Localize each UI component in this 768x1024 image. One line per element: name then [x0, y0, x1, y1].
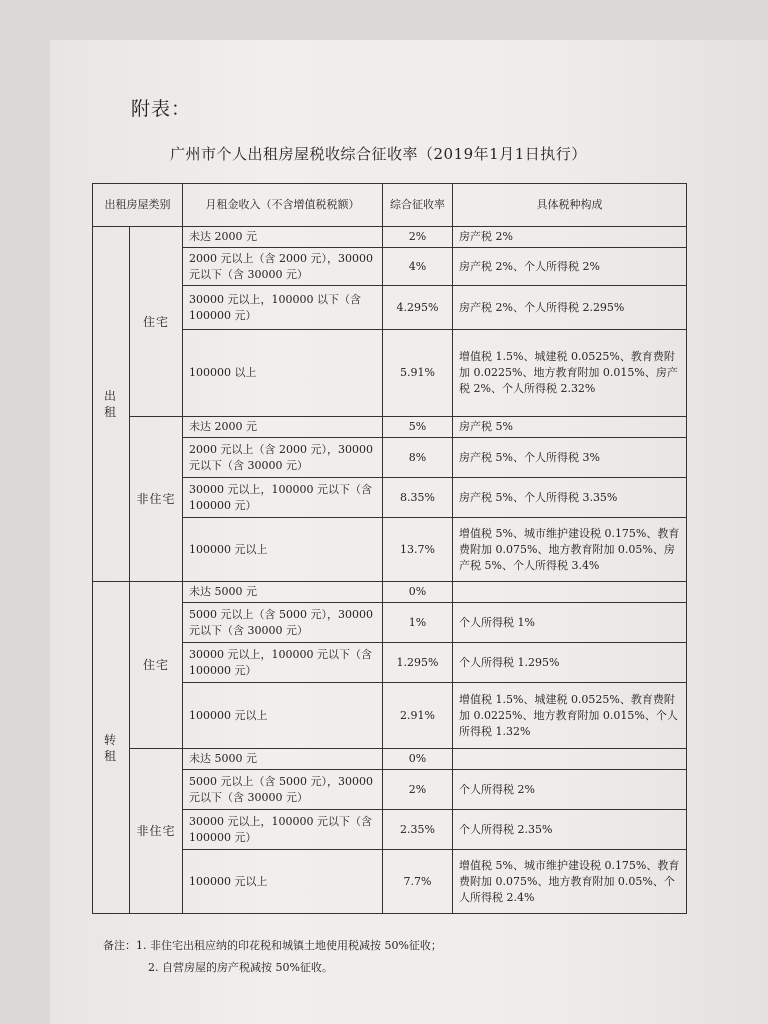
table-row [93, 286, 687, 330]
table-row [93, 603, 687, 643]
composition-cell: 个人所得税 2% [453, 770, 687, 810]
table-row [93, 749, 687, 770]
table-row [93, 850, 687, 914]
composition-cell: 房产税 2%、个人所得税 2% [453, 248, 687, 286]
header-composition: 具体税种构成 [453, 184, 687, 227]
subcategory-rent-residential: 住宅 [130, 227, 183, 417]
composition-cell: 房产税 5%、个人所得税 3% [453, 438, 687, 478]
rate-cell: 8% [383, 438, 453, 478]
table-row [93, 770, 687, 810]
composition-cell: 房产税 5% [453, 417, 687, 438]
income-cell: 100000 元以上 [183, 683, 383, 749]
income-cell: 未达 5000 元 [183, 749, 383, 770]
document-title: 广州市个人出租房屋税收综合征收率（2019年1月1日执行） [170, 145, 587, 163]
income-cell: 30000 元以上，100000 元以下（含 100000 元） [183, 643, 383, 683]
rate-cell: 13.7% [383, 518, 453, 582]
table-row [93, 810, 687, 850]
subcategory-sublet-nonresidential: 非住宅 [130, 749, 183, 914]
table-header-row [93, 184, 687, 227]
income-cell: 30000 元以上，100000 元以下（含 100000 元） [183, 478, 383, 518]
rate-cell: 1.295% [383, 643, 453, 683]
income-cell: 100000 元以上 [183, 518, 383, 582]
table-row [93, 478, 687, 518]
rate-cell: 4% [383, 248, 453, 286]
table-row [93, 438, 687, 478]
notes-prefix: 备注： [103, 939, 136, 952]
note-2: 2. 自营房屋的房产税减按 50%征收。 [148, 961, 333, 974]
header-rate: 综合征收率 [383, 184, 453, 227]
rate-cell: 5% [383, 417, 453, 438]
table-row [93, 582, 687, 603]
rate-cell: 8.35% [383, 478, 453, 518]
rate-cell: 2.91% [383, 683, 453, 749]
rate-cell: 2% [383, 770, 453, 810]
tax-rate-table [92, 183, 687, 914]
category-sublet: 转租 [93, 582, 130, 914]
composition-cell: 增值税 1.5%、城建税 0.0525%、教育费附加 0.0225%、地方教育附加 0.015%、个人所得税 1.32% [453, 683, 687, 749]
income-cell: 100000 以上 [183, 330, 383, 417]
composition-cell: 房产税 5%、个人所得税 3.35% [453, 478, 687, 518]
income-cell: 30000 元以上，100000 以下（含 100000 元） [183, 286, 383, 330]
composition-cell: 房产税 2% [453, 227, 687, 248]
income-cell: 未达 2000 元 [183, 227, 383, 248]
rate-cell: 2.35% [383, 810, 453, 850]
composition-cell [453, 582, 687, 603]
composition-cell: 增值税 1.5%、城建税 0.0525%、教育费附加 0.0225%、地方教育附加 0.015%、房产税 2%、个人所得税 2.32% [453, 330, 687, 417]
table-row [93, 248, 687, 286]
income-cell: 5000 元以上（含 5000 元），30000 元以下（含 30000 元） [183, 770, 383, 810]
rate-cell: 5.91% [383, 330, 453, 417]
note-1-text: 1. 非住宅出租应纳的印花税和城镇土地使用税减按 50%征收； [136, 939, 442, 952]
category-rent: 出租 [93, 227, 130, 582]
table-row [93, 518, 687, 582]
rate-cell: 7.7% [383, 850, 453, 914]
composition-cell: 个人所得税 2.35% [453, 810, 687, 850]
composition-cell: 增值税 5%、城市维护建设税 0.175%、教育费附加 0.075%、地方教育附加 0.05%、个人所得税 2.4% [453, 850, 687, 914]
rate-cell: 4.295% [383, 286, 453, 330]
header-category: 出租房屋类别 [93, 184, 183, 227]
rate-cell: 2% [383, 227, 453, 248]
subcategory-rent-nonresidential: 非住宅 [130, 417, 183, 582]
notes-block [103, 935, 442, 979]
income-cell: 100000 元以上 [183, 850, 383, 914]
table-row [93, 643, 687, 683]
note-1 [103, 935, 442, 957]
composition-cell: 个人所得税 1.295% [453, 643, 687, 683]
table-row [93, 330, 687, 417]
composition-cell: 增值税 5%、城市维护建设税 0.175%、教育费附加 0.075%、地方教育附加 0.05%、房产税 5%、个人所得税 3.4% [453, 518, 687, 582]
document-heading: 附表： [131, 98, 192, 120]
subcategory-sublet-residential: 住宅 [130, 582, 183, 749]
income-cell: 2000 元以上（含 2000 元），30000 元以下（含 30000 元） [183, 248, 383, 286]
rate-cell: 0% [383, 582, 453, 603]
composition-cell: 房产税 2%、个人所得税 2.295% [453, 286, 687, 330]
composition-cell [453, 749, 687, 770]
rate-cell: 1% [383, 603, 453, 643]
income-cell: 30000 元以上，100000 元以下（含 100000 元） [183, 810, 383, 850]
income-cell: 未达 2000 元 [183, 417, 383, 438]
income-cell: 未达 5000 元 [183, 582, 383, 603]
table-row [93, 227, 687, 248]
header-income: 月租金收入（不含增值税税额） [183, 184, 383, 227]
table-row [93, 417, 687, 438]
table-row [93, 683, 687, 749]
income-cell: 2000 元以上（含 2000 元），30000 元以下（含 30000 元） [183, 438, 383, 478]
rate-cell: 0% [383, 749, 453, 770]
composition-cell: 个人所得税 1% [453, 603, 687, 643]
income-cell: 5000 元以上（含 5000 元），30000 元以下（含 30000 元） [183, 603, 383, 643]
